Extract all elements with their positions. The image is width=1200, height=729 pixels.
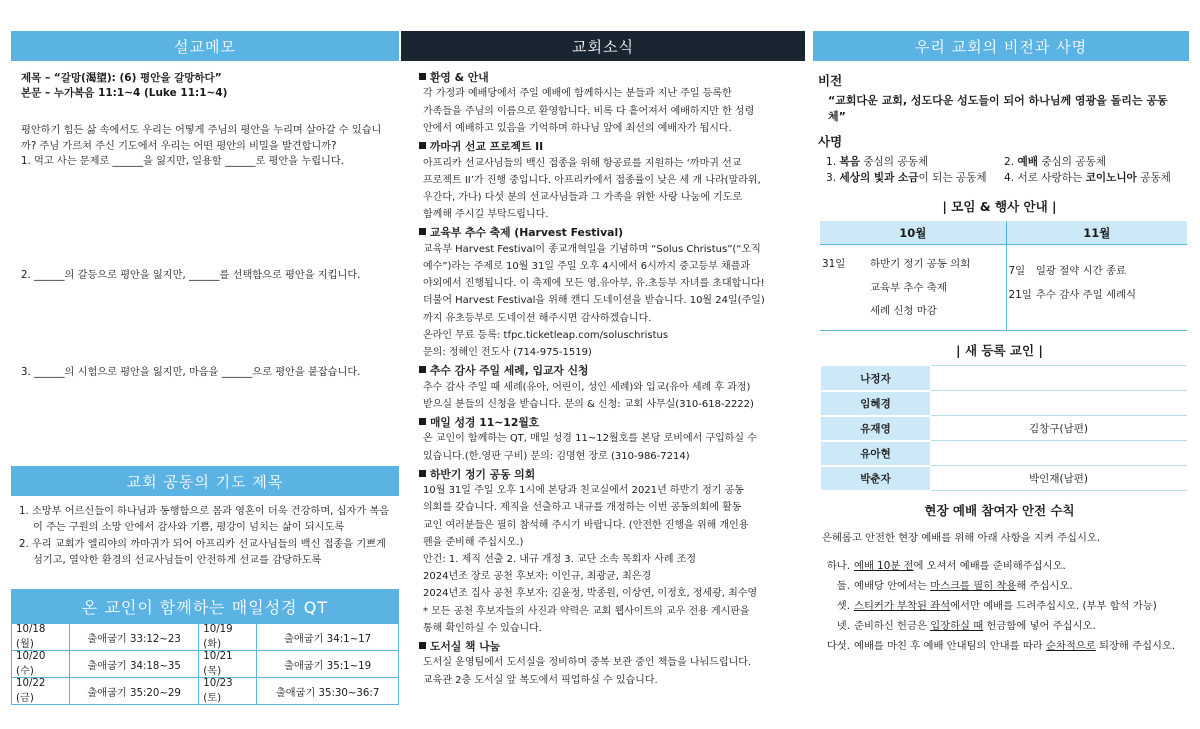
news-item-heading: 도서실 책 나눔 (430, 639, 501, 653)
bible-date: 10/19 (화) (199, 624, 257, 651)
news-item-line: 야외에서 진행됩니다. 이 축제에 모든 영.유아부, 유.초등부 자녀를 초대합니다! (423, 278, 765, 290)
mission-item (826, 170, 1004, 186)
member-name: 유재영 (821, 416, 931, 441)
event-date: 31일 (822, 258, 846, 271)
safety-rule-number: 다섯. (826, 640, 850, 653)
news-item-line: 받으실 분들의 신청을 받습니다. 문의 & 신청: 교회 사무실(310-618-2222) (423, 398, 754, 410)
table-row (12, 624, 399, 651)
sermon-header: 설교메모 (11, 31, 399, 61)
event-text: 일광 절약 시간 종료 (1035, 265, 1127, 278)
vision-label: 비전 (818, 73, 843, 88)
news-item-line: 아프리카 선교사님들의 백신 접종을 위해 항공료를 지원하는 ‘까마귀 선교 (423, 157, 742, 169)
news-item-line: 통해 확인하실 수 있습니다. (423, 622, 542, 634)
safety-rule-post: 에서만 예배를 드려주십시오. (부부 합석 가능) (950, 599, 1157, 612)
sermon-intro: 평안하기 힘든 삶 속에서도 우리는 어떻게 주님의 평안을 누리며 살아갈 수 있습니까? 주님 가르쳐 주신 기도에서 우리는 어떤 평안의 비밀을 발견합니까? (21, 125, 382, 153)
mission-post: 이 되는 공동체 (918, 172, 987, 185)
member-name: 나정자 (821, 366, 931, 391)
member-name: 임혜경 (821, 391, 931, 416)
member-name: 유아현 (821, 441, 931, 466)
news-item-heading: 환영 & 안내 (430, 71, 489, 84)
events-title: | 모임 & 행사 안내 | (942, 198, 1057, 214)
square-bullet-icon (419, 142, 426, 149)
mission-pre: 3. (826, 172, 840, 185)
bible-date: 10/18 (월) (12, 624, 70, 651)
bible-section (11, 589, 399, 705)
event-item (1009, 260, 1186, 283)
safety-rule-emphasis: 마스크를 필히 착용 (930, 579, 1017, 592)
event-item (1009, 284, 1186, 307)
safety-rule-pre: 예배당 안에서는 (854, 579, 931, 592)
safety-title: 현장 예배 참여자 안전 수칙 (924, 502, 1075, 518)
bible-date: 10/20 (수) (12, 651, 70, 678)
news-item-title (419, 638, 795, 655)
bible-reading: 출애굽기 33:12~23 (70, 624, 199, 651)
bible-header: 온 교인이 함께하는 매일성경 QT (11, 589, 399, 623)
news-item-line: * 모든 공천 후보자들의 사진과 약력은 교회 웹사이트의 교우 전용 게시판을 (423, 605, 750, 617)
vision-statement: “교회다운 교회, 성도다운 성도들이 되어 하나님께 영광을 돌리는 공동체” (828, 94, 1168, 123)
safety-rule-post: 해 주십시오. (1016, 579, 1073, 592)
mission-post: 중심의 공동체 (1037, 156, 1107, 168)
event-date: 7일 (1008, 265, 1026, 278)
events-oct-cell (820, 245, 1006, 331)
news-item-line: 교육관 2층 도서실 앞 복도에서 픽업하실 수 있습니다. (423, 674, 658, 686)
mission-post: 중심의 공동체 (859, 156, 929, 168)
news-item-line: 안에서 예배하고 있음을 기억하며 하나님 앞에 최선의 예배자가 됩시다. (423, 122, 732, 134)
mission-post: 공동체 (1136, 172, 1171, 185)
member-note: 김창구(남편) (931, 416, 1187, 441)
safety-rule-pre: 예배를 마친 후 예배 안내팀의 안내를 따라 (854, 640, 1047, 653)
member-note: 박인재(남편) (931, 466, 1187, 491)
mission-list (826, 154, 1181, 187)
prayer-list (11, 496, 399, 569)
mission-item (826, 154, 1004, 170)
news-item-line: 온 교인이 함께하는 QT, 매일 성경 11~12월호를 본당 로비에서 구입하실 수 (423, 433, 757, 445)
square-bullet-icon (419, 366, 426, 373)
member-note (931, 391, 1187, 416)
safety-rule-post: 에 오셔서 예배를 준비해주십시오. (913, 559, 1066, 572)
news-item-title (419, 138, 795, 155)
event-item: 교육부 추수 축제 (870, 281, 947, 294)
events-oct-header: 10월 (820, 221, 1006, 245)
square-bullet-icon (419, 642, 426, 649)
prayer-item: 1. 소망부 어르신들이 하나님과 동행함으로 몸과 영혼이 더욱 건강하며, 십자가 복음이 주는 구원의 소망 안에서 감사와 기쁨, 평강이 넘치는 삶이 되시도록 (19, 506, 390, 534)
safety-rule (822, 576, 1177, 596)
member-note (931, 441, 1187, 466)
table-row (821, 441, 1187, 466)
bible-reading: 출애굽기 35:1~19 (257, 651, 399, 678)
news-item-line: 2024년조 집사 공천 후보자: 김윤정, 박종원, 이상연, 이정호, 정세광, 최수영 (423, 588, 758, 600)
bible-date: 10/22 (금) (12, 678, 70, 705)
member-name: 박춘자 (821, 466, 931, 491)
safety-rule (822, 636, 1177, 656)
bible-reading: 출애굽기 35:30~36:7 (257, 678, 399, 705)
news-item-heading: 까마귀 선교 프로젝트 II (430, 140, 544, 154)
news-header: 교회소식 (401, 31, 805, 61)
vision-section (813, 61, 1189, 656)
vision-header: 우리 교회의 비전과 사명 (813, 31, 1189, 61)
mission-pre: 1. (826, 156, 840, 168)
prayer-header: 교회 공동의 기도 제목 (11, 466, 399, 496)
news-column (401, 31, 805, 690)
square-bullet-icon (419, 73, 426, 80)
news-item-line: 까지 유초등부로 도네이션 해주시면 감사하겠습니다. (423, 312, 652, 324)
vision-column (813, 31, 1189, 656)
news-item-line: 문의: 정해인 전도사 (714-975-1519) (423, 346, 592, 358)
mission-keyword: 예배 (1017, 156, 1038, 168)
news-item-title (419, 224, 795, 241)
safety-rule-text (854, 636, 1175, 656)
table-row (821, 416, 1187, 441)
square-bullet-icon (419, 418, 426, 425)
table-row (12, 678, 399, 705)
prayer-section (11, 466, 399, 569)
sermon-title: 제목 – “갈망(渴望): (6) 평안을 갈망하다” (21, 72, 222, 84)
news-item-line: 교육부 Harvest Festival이 종교개혁일을 기념하며 “Solus Christus”(“오직 (423, 243, 761, 255)
news-item-title (419, 414, 795, 431)
mission-label: 사명 (818, 134, 843, 149)
prayer-item: 2. 우리 교회가 엘리야의 까마귀가 되어 아프리카 선교사님들의 백신 접종을 기쁘게 섬기고, 열악한 환경의 선교사님들이 안전하게 선교를 감당하도록 (19, 538, 386, 566)
table-row (12, 651, 399, 678)
news-item-line: 추수 감사 주일 때 세례(유아, 어린이, 성인 세례)와 입교(유아 세례 후 과정) (423, 381, 751, 393)
news-item-line: 2024년조 장로 공천 후보자: 이인규, 최광균, 최은경 (423, 571, 652, 583)
events-table (820, 221, 1187, 332)
news-list (401, 61, 805, 689)
table-row (821, 366, 1187, 391)
events-nov-cell (1006, 245, 1187, 331)
news-item-line: 예수”)라는 주제로 10월 31일 주일 오후 4시에서 6시까지 중고등부 채플과 (423, 260, 751, 272)
news-item-line: 의회를 갖습니다. 제직을 선출하고 내규를 개정하는 이번 공동의회에 활동 (423, 502, 742, 514)
members-table (820, 365, 1187, 492)
safety-rule-emphasis: 순차적으로 (1046, 640, 1096, 653)
safety-rule-number: 셋. (836, 599, 850, 612)
sermon-memo (11, 61, 399, 170)
safety-rule (822, 616, 1177, 636)
mission-item (1004, 154, 1181, 170)
mission-pre: 2. (1004, 156, 1018, 168)
table-row (821, 391, 1187, 416)
news-item-heading: 매일 성경 11~12월호 (430, 415, 540, 429)
safety-intro: 은혜롭고 안전한 현장 예배를 위해 아래 사항을 지켜 주십시오. (822, 531, 1101, 544)
safety-rule-emphasis: 스티커가 부착된 좌석 (854, 599, 951, 612)
news-item-line: 교인 여러분들은 필히 참석해 주시기 바랍니다. (안전한 진행을 위해 개인용 (423, 519, 749, 531)
news-item-heading: 추수 감사 주일 세례, 입교자 신청 (430, 364, 589, 378)
safety-list (822, 556, 1177, 656)
news-item-line: 함께해 주시길 부탁드립니다. (423, 209, 549, 221)
safety-rule-pre: 준비하신 헌금은 (854, 620, 931, 633)
safety-rule-number: 넷. (836, 620, 850, 633)
square-bullet-icon (419, 228, 426, 235)
member-note (931, 366, 1187, 391)
mission-keyword: 복음 (839, 156, 860, 168)
mission-keyword: 세상의 빛과 소금 (839, 172, 919, 185)
news-item-title (419, 362, 795, 379)
safety-section (818, 529, 1181, 656)
sermon-point-3: 3. ______의 시험으로 평안을 잃지만, 마음을 ______으로 평안을 붙잡습니다. (21, 367, 361, 378)
safety-rule-text (854, 616, 1096, 636)
news-item-line: 각 가정과 예배당에서 주일 예배에 함께하시는 분들과 지난 주일 등록한 (423, 88, 732, 100)
safety-rule-number: 둘. (836, 579, 850, 592)
sermon-passage: 본문 – 누가복음 11:1~4 (Luke 11:1~4) (21, 87, 228, 100)
event-item: 하반기 정기 공동 의회 (870, 258, 971, 271)
news-item-line: 가족들을 주님의 이름으로 환영합니다. 비록 다 흩어져서 예배하지만 한 성령 (423, 105, 755, 117)
bible-table (11, 623, 399, 705)
news-item-line: 10월 31일 주일 오후 1시에 본당과 친교실에서 2021년 하반기 정기 공동 (423, 485, 744, 497)
sermon-column (11, 31, 399, 704)
events-nov-header: 11월 (1006, 221, 1187, 245)
sermon-point-2: 2. ______의 갈등으로 평안을 잃지만, ______를 선택함으로 평안을 지킵니다. (21, 270, 361, 281)
safety-rule-post: 퇴장해 주십시오. (1095, 640, 1176, 653)
bible-reading: 출애굽기 34:18~35 (70, 651, 199, 678)
square-bullet-icon (419, 470, 426, 477)
news-item-title (419, 69, 795, 86)
safety-rule-text (854, 556, 1066, 576)
bible-reading: 출애굽기 35:20~29 (70, 678, 199, 705)
safety-rule-text (854, 596, 1157, 616)
safety-rule-text (854, 576, 1073, 596)
mission-pre: 4. 서로 사랑하는 (1004, 172, 1086, 185)
safety-rule (822, 596, 1177, 616)
news-item-line: 온라인 무료 등록: tfpc.ticketleap.com/soluschristus (423, 329, 669, 341)
news-item-line: 있습니다.(한.영판 구비) 문의: 김명현 장로 (310-986-7214) (423, 450, 690, 462)
news-item-heading: 교육부 추수 축제 (Harvest Festival) (430, 226, 624, 240)
bible-date: 10/21 (목) (199, 651, 257, 678)
event-date: 21일 (1008, 288, 1032, 301)
safety-rule-emphasis: 예배 10분 전 (854, 559, 914, 572)
news-item-line: 프로젝트 II’가 진행 중입니다. 아프리카에서 접종률이 낮은 세 개 나라(말라위, (423, 174, 761, 186)
table-row (821, 466, 1187, 491)
sermon-point-1: 1. 먹고 사는 문제로 ______을 잃지만, 일용할 ______로 평안을 누립니다. (21, 156, 344, 168)
members-title: | 새 등록 교인 | (956, 343, 1043, 359)
news-item-title (419, 466, 795, 483)
mission-keyword: 코이노니아 (1085, 172, 1137, 185)
mission-item (1004, 170, 1181, 186)
news-item-line: 우간다, 가나) 다섯 분의 선교사님들과 그 가족을 위한 사랑 나눔에 기도로 (423, 191, 743, 203)
news-item-line: 더불어 Harvest Festival을 위해 캔디 도네이션을 받습니다. 10월 24일(주일) (423, 295, 765, 307)
safety-rule-post: 헌금함에 넣어 주십시오. (983, 620, 1096, 633)
safety-rule-number: 하나. (826, 559, 850, 572)
news-item-line: 도서실 운영팀에서 도서실을 정비하며 중복 보관 중인 책들을 나눠드립니다. (423, 657, 752, 669)
news-item-line: 안건: 1. 제직 선출 2. 내규 개정 3. 교단 소속 목회자 사례 조정 (423, 554, 696, 566)
safety-rule (822, 556, 1177, 576)
bible-reading: 출애굽기 34:1~17 (257, 624, 399, 651)
bible-date: 10/23 (토) (199, 678, 257, 705)
event-item: 세례 신청 마감 (870, 305, 937, 318)
safety-rule-emphasis: 입장하실 때 (930, 620, 984, 633)
event-text: 추수 감사 주일 세례식 (1035, 288, 1137, 301)
news-item-line: 펜을 준비해 주십시오.) (423, 536, 524, 548)
news-item-heading: 하반기 정기 공동 의회 (430, 467, 536, 481)
